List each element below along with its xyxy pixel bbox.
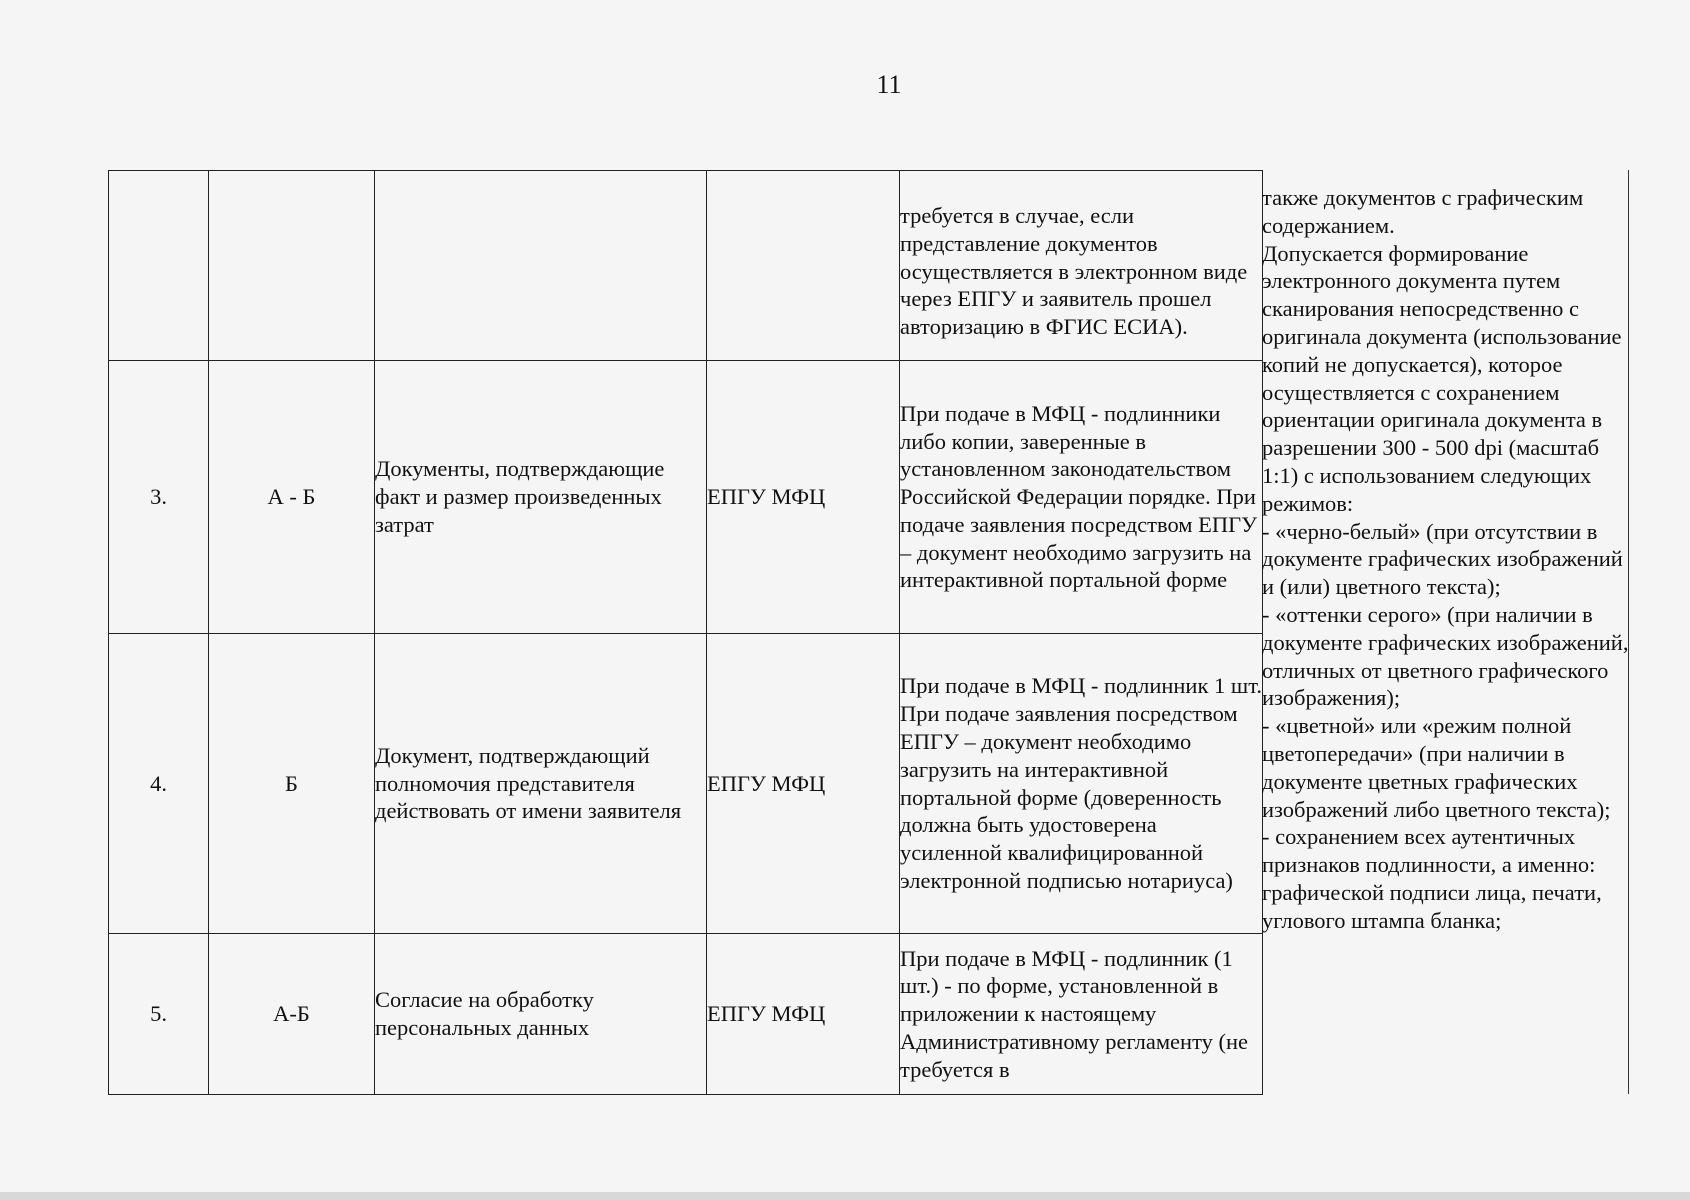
table-row <box>109 634 1263 934</box>
requirements-cell <box>900 634 1263 934</box>
document-name-cell <box>375 361 707 634</box>
scan-bottom-edge <box>0 1192 1690 1200</box>
requirements-text: При подаче в МФЦ - подлинники либо копии, заверенные в установленном законодательством Российской Федерации порядке. При подаче заявления посредством ЕПГУ – документ необходимо загрузить на интерактивной портальной форме <box>900 400 1258 593</box>
documents-table <box>108 170 1263 1095</box>
table-row <box>109 171 1263 361</box>
side-paragraph: также документов с графическим содержанием. <box>1262 185 1584 238</box>
table-row <box>109 361 1263 634</box>
requirements-text: При подаче в МФЦ - подлинник (1 шт.) - по форме, установленной в приложении к настоящему Административному регламенту (не требуется в <box>900 945 1249 1082</box>
applicant-category-cell: Б <box>209 634 375 934</box>
row-number-cell: 4. <box>109 634 209 934</box>
side-paragraph: - сохранением всех аутентичных признаков подлинности, а именно: графической подписи лица, печати, углового штампа бланка; <box>1262 824 1602 933</box>
column-divider <box>1628 170 1629 1094</box>
requirements-text: требуется в случае, если представление документов осуществляется в электронном виде через ЕПГУ и заявитель прошел авторизацию в ФГИС ЕСИА). <box>900 203 1248 340</box>
document-name-cell: Документ, подтверждающий полномочия представителя действовать от имени заявителя <box>375 634 707 934</box>
requirements-cell <box>900 361 1263 634</box>
row-number-cell: 5. <box>109 934 209 1095</box>
applicant-category-cell: А-Б <box>209 934 375 1095</box>
document-name-cell <box>375 171 707 361</box>
submission-channel-cell: ЕПГУ МФЦ <box>707 361 900 634</box>
applicant-category-cell: А - Б <box>209 361 375 634</box>
page-number: 11 <box>876 70 902 99</box>
table-row <box>109 934 1263 1095</box>
requirements-cell <box>900 934 1263 1095</box>
side-paragraph: - «цветной» или «режим полной цветопередачи» (при наличии в документе цветных графических изображений либо цветного текста); <box>1262 713 1611 822</box>
side-paragraph: Допускается формирование электронного документа путем сканирования непосредственно с оригинала документа (использование копий не допускается), которое осуществляется с сохранением ориентации оригинала документа в разрешении 300 - 500 dpi (масштаб 1:1) с использованием следующих режимов: <box>1262 240 1622 516</box>
document-name-text: Документы, подтверждающие факт и размер произведенных затрат <box>375 456 665 537</box>
side-paragraph: - «оттенки серого» (при наличии в документе графических изображений, отличных от цветного графического изображения); <box>1262 601 1629 711</box>
row-number-cell: 3. <box>109 361 209 634</box>
document-name-cell: Согласие на обработку персональных данных <box>375 934 707 1095</box>
side-paragraph: - «черно-белый» (при отсутствии в документе графических изображений и (или) цветного текста); <box>1262 518 1623 600</box>
submission-channel-cell: ЕПГУ МФЦ <box>707 634 900 934</box>
requirements-cell <box>900 171 1263 361</box>
requirements-text: При подаче в МФЦ - подлинник 1 шт. При подаче заявления посредством ЕПГУ – документ необходимо загрузить на интерактивной портальной форме (доверенность должна быть удостоверена усиленной квалифицированной электронной подписью нотариуса) <box>900 673 1262 893</box>
applicant-category-cell <box>209 171 375 361</box>
row-number-cell <box>109 171 209 361</box>
submission-channel-cell <box>707 171 900 361</box>
submission-channel-cell: ЕПГУ МФЦ <box>707 934 900 1095</box>
scan-requirements-column <box>1262 184 1630 935</box>
